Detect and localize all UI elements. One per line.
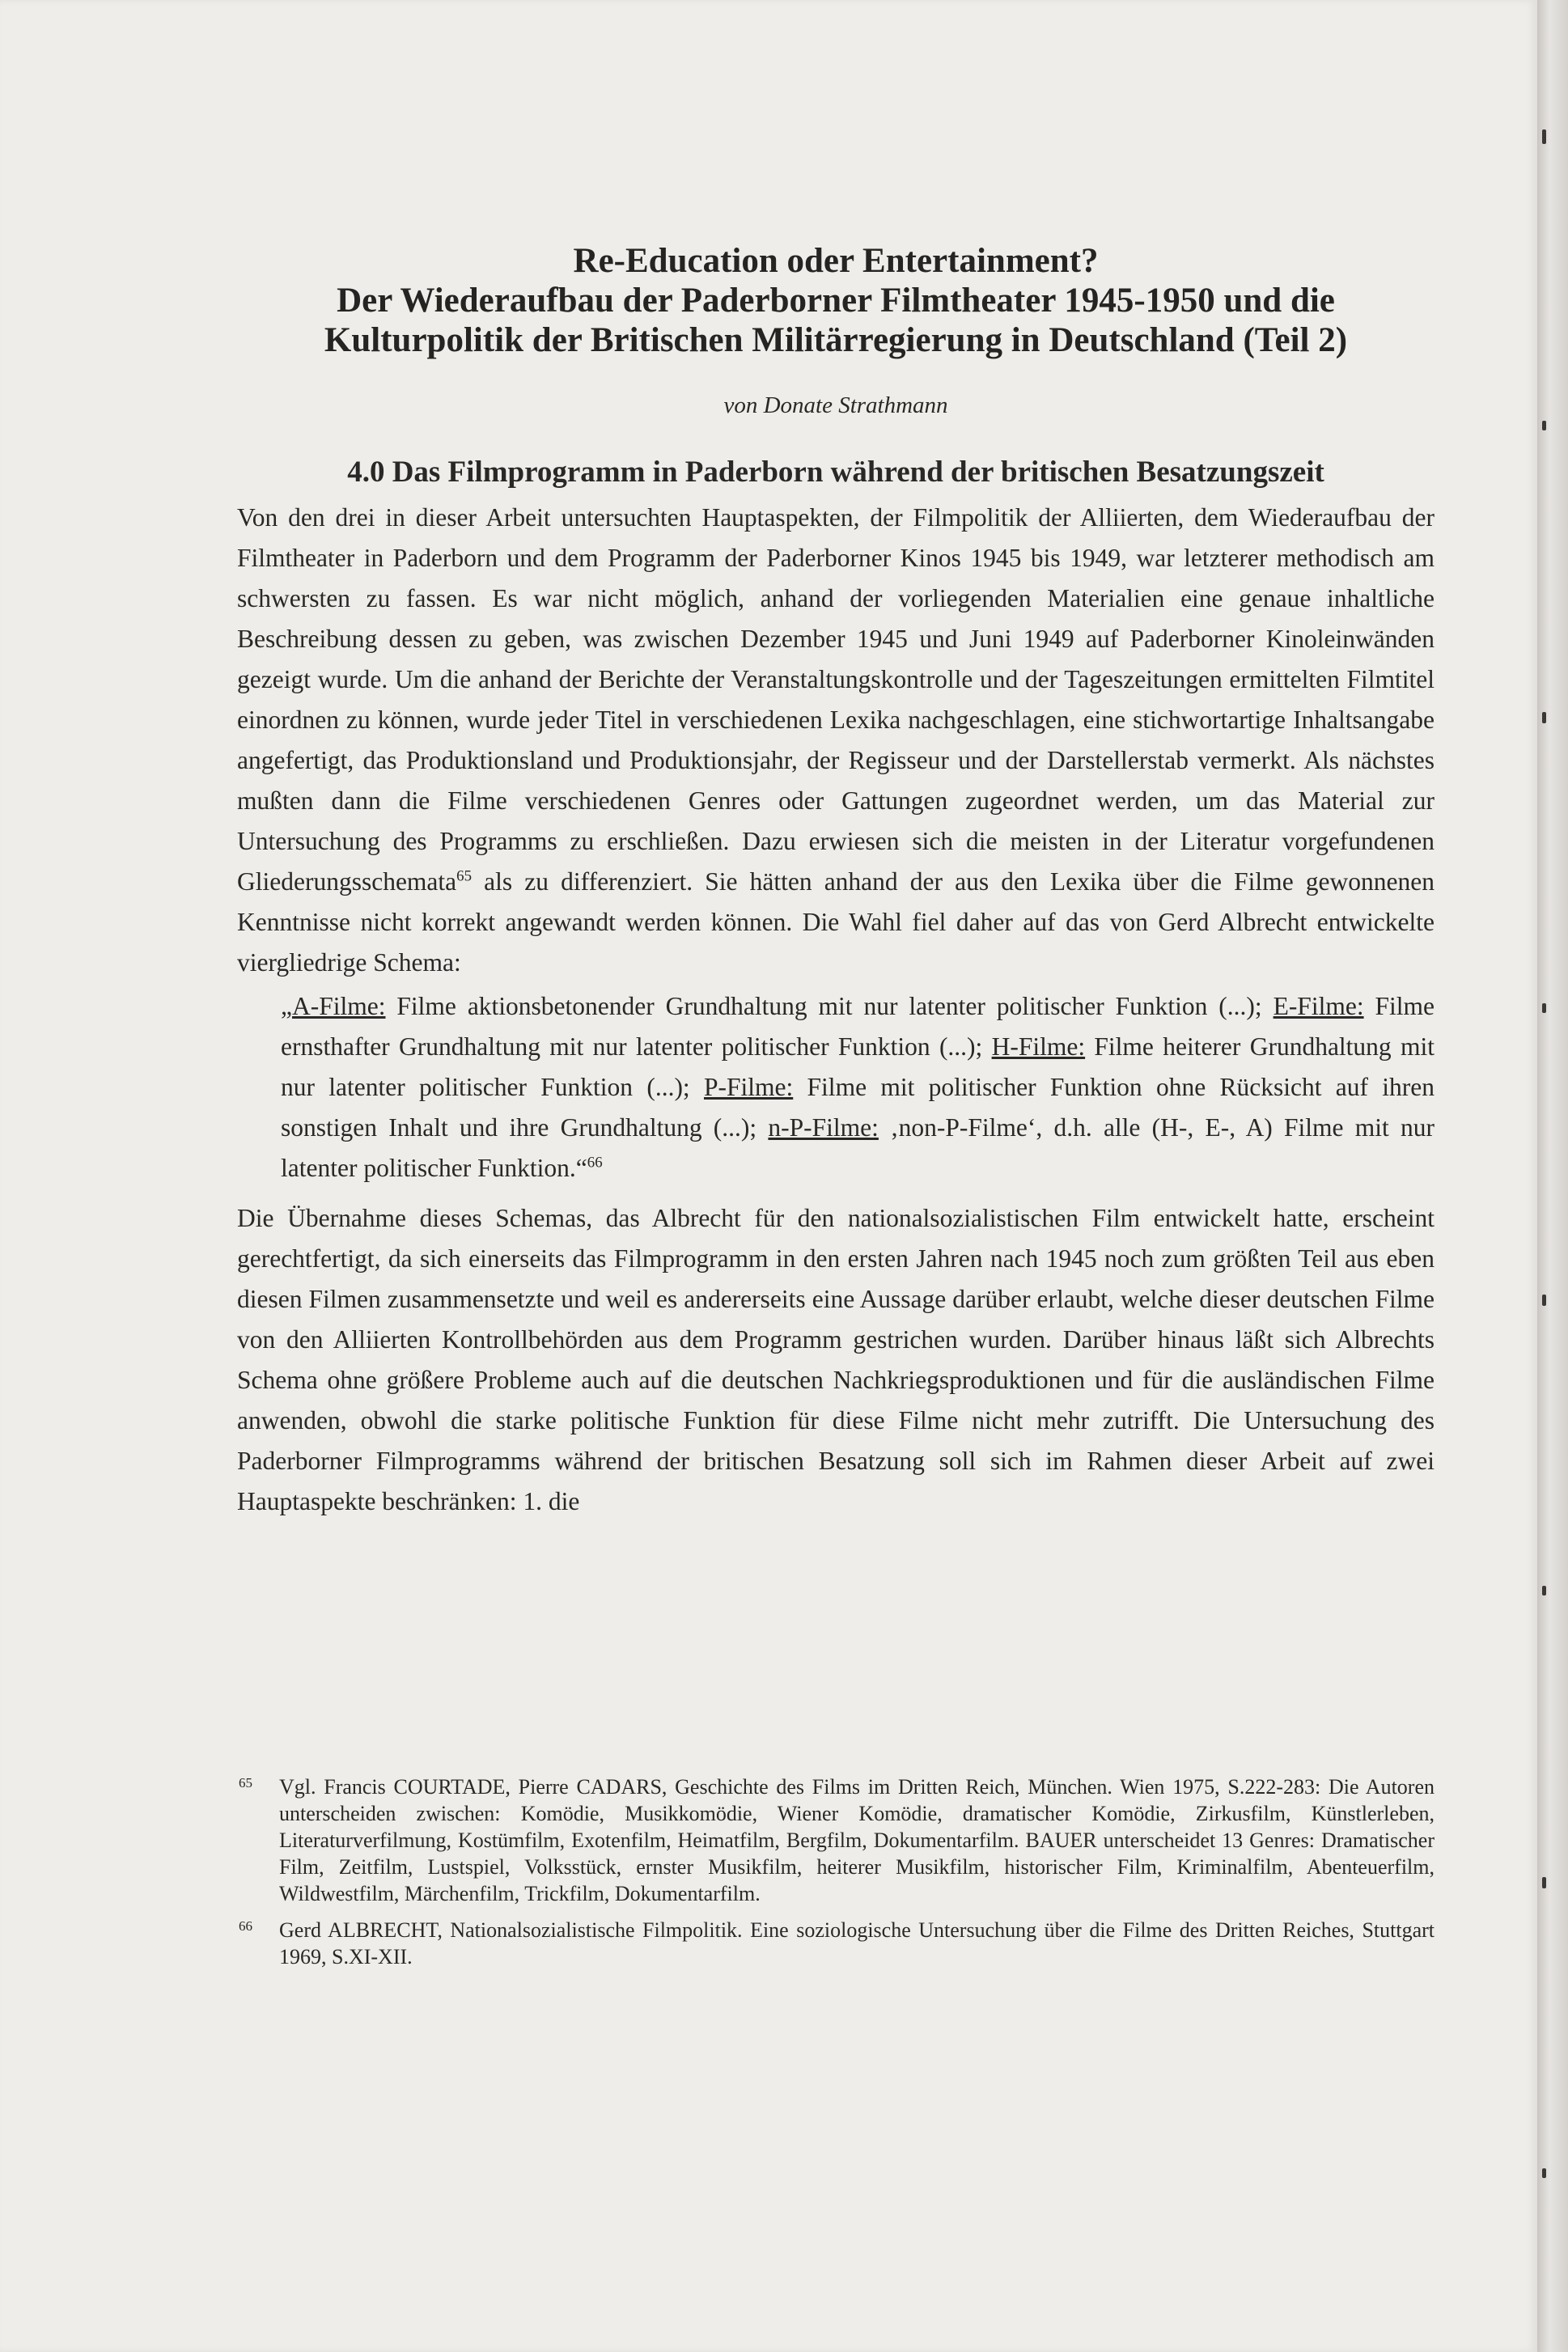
binding-mark [1542, 1877, 1546, 1888]
byline: von Donate Strathmann [723, 392, 948, 418]
p-filme-label: P-Filme: [703, 1073, 794, 1101]
block-quote [281, 986, 1435, 1189]
np-filme-label: n-P-Filme: [768, 1113, 879, 1142]
a-filme-text: Filme aktionsbetonender Grundhaltung mit nur latenter politischer Funktion (...); [385, 992, 1273, 1020]
footnote-66 [237, 1917, 1435, 1970]
quote-open-mark: „ [281, 992, 292, 1020]
binding-mark [1542, 421, 1546, 430]
footnote-65 [237, 1774, 1435, 1907]
footnote-ref-66: 66 [587, 1154, 603, 1172]
e-filme-label: E-Filme: [1273, 992, 1364, 1020]
p-filme-text: Filme mit politischer Funktion ohne Rücksicht auf ihren sonstigen Inhalt und ihre Grundhaltung (...); [281, 1073, 1435, 1142]
paragraph-2: Die Übernahme dieses Schemas, das Albrecht für den nationalsozialistischen Film entwickelt hatte, erscheint gerechtfertigt, da sich einerseits das Filmprogramm in den ersten Jahren nach 1945 noch zum größten Teil aus eben diesen Filmen zusammensetzte und weil es andererseits eine Aussage darüber erlaubt, welche dieser deutschen Filme von den Alliierten Kontrollbehörden aus dem Programm gestrichen wurden. Darüber hinaus läßt sich Albrechts Schema ohne größere Probleme auch auf die deutschen Nachkriegsproduktionen und für die ausländischen Filme anwenden, obwohl die starke politische Funktion für diese Filme nicht mehr zutrifft. Die Untersuchung des Paderborner Filmprogramms während der britischen Besatzung soll sich im Rahmen dieser Arbeit auf zwei Hauptaspekte beschränken: 1. die [237, 1204, 1435, 1515]
paragraph-1-text-b: als zu differenziert. Sie hätten anhand der aus den Lexika über die Filme gewonnenen Kenntnisse nicht korrekt angewandt werden können. Die Wahl fiel daher auf das von Gerd Albrecht entwickelte viergliedrige Schema: [237, 867, 1435, 977]
binding-mark [1542, 1295, 1546, 1306]
book-gutter [1537, 0, 1568, 2352]
footnote-text: Gerd ALBRECHT, Nationalsozialistische Filmpolitik. Eine soziologische Untersuchung über die Filme des Dritten Reiches, Stuttgart 1969, S.XI-XII. [279, 1918, 1435, 1968]
binding-mark [1542, 1003, 1546, 1013]
a-filme-label: A-Filme: [291, 992, 386, 1020]
title-line-1: Re-Education oder Entertainment? [573, 242, 1099, 280]
section-heading: 4.0 Das Filmprogramm in Paderborn während der britischen Besatzungszeit [347, 456, 1324, 489]
footnotes [237, 1774, 1435, 1980]
title-line-2: Der Wiederaufbau der Paderborner Filmtheater 1945-1950 und die [337, 282, 1335, 320]
footnote-ref-65: 65 [456, 867, 473, 885]
np-filme-text: ‚non-P-Filme‘, d.h. alle (H-, E-, A) Filme mit nur latenter politischer Funktion.“ [281, 1113, 1435, 1182]
footnote-number: 66 [239, 1918, 252, 1934]
paragraph-1 [237, 498, 1435, 983]
paragraph-1-text-a: Von den drei in dieser Arbeit untersuchten Hauptaspekten, der Filmpolitik der Alliierten, dem Wiederaufbau der Filmtheater in Paderborn und dem Programm der Paderborner Kinos 1945 bis 1949, war letzterer methodisch am schwersten zu fassen. Es war nicht möglich, anhand der vorliegenden Materialien eine genaue inhaltliche Beschreibung dessen zu geben, was zwischen Dezember 1945 und Juni 1949 auf Paderborner Kinoleinwänden gezeigt wurde. Um die anhand der Berichte der Veranstaltungskontrolle und der Tageszeitungen ermittelten Filmtitel einordnen zu können, wurde jeder Titel in verschiedenen Lexika nachgeschlagen, eine stichwortartige Inhaltsangabe angefertigt, das Produktionsland und Produktionsjahr, der Regisseur und der Darstellerstab vermerkt. Als nächstes mußten dann die Filme verschiedenen Genres oder Gattungen zugeordnet werden, um das Material zur Untersuchung des Programms zu erschließen. Dazu erwiesen sich die meisten in der Literatur vorgefundenen Gliederungsschemata [237, 503, 1435, 896]
title-line-3: Kulturpolitik der Britischen Militärregierung in Deutschland (Teil 2) [324, 321, 1348, 359]
binding-mark [1542, 129, 1546, 144]
footnote-number: 65 [239, 1775, 252, 1790]
h-filme-label: H-Filme: [991, 1032, 1086, 1061]
article-title [237, 241, 1435, 360]
article-body [237, 241, 1435, 1522]
binding-mark [1542, 712, 1546, 723]
binding-mark [1542, 2168, 1546, 2178]
h-filme-text: Filme heiterer Grundhaltung mit nur latenter politischer Funktion (...); [281, 1032, 1435, 1101]
footnote-text: Vgl. Francis COURTADE, Pierre CADARS, Geschichte des Films im Dritten Reich, München. Wien 1975, S.222-283: Die Autoren unterscheiden zwischen: Komödie, Musikkomödie, Wiener Komödie, dramatischer Komödie, Zirkusfilm, Künstlerleben, Literaturverfilmung, Kostümfilm, Exotenfilm, Heimatfilm, Bergfilm, Dokumentarfilm. BAUER unterscheidet 13 Genres: Dramatischer Film, Zeitfilm, Lustspiel, Volksstück, ernster Musikfilm, heiterer Musikfilm, historischer Film, Kriminalfilm, Abenteuerfilm, Wildwestfilm, Märchenfilm, Trickfilm, Dokumentarfilm. [279, 1775, 1435, 1905]
e-filme-text: Filme ernsthafter Grundhaltung mit nur latenter politischer Funktion (...); [281, 992, 1435, 1061]
binding-mark [1542, 1586, 1546, 1596]
